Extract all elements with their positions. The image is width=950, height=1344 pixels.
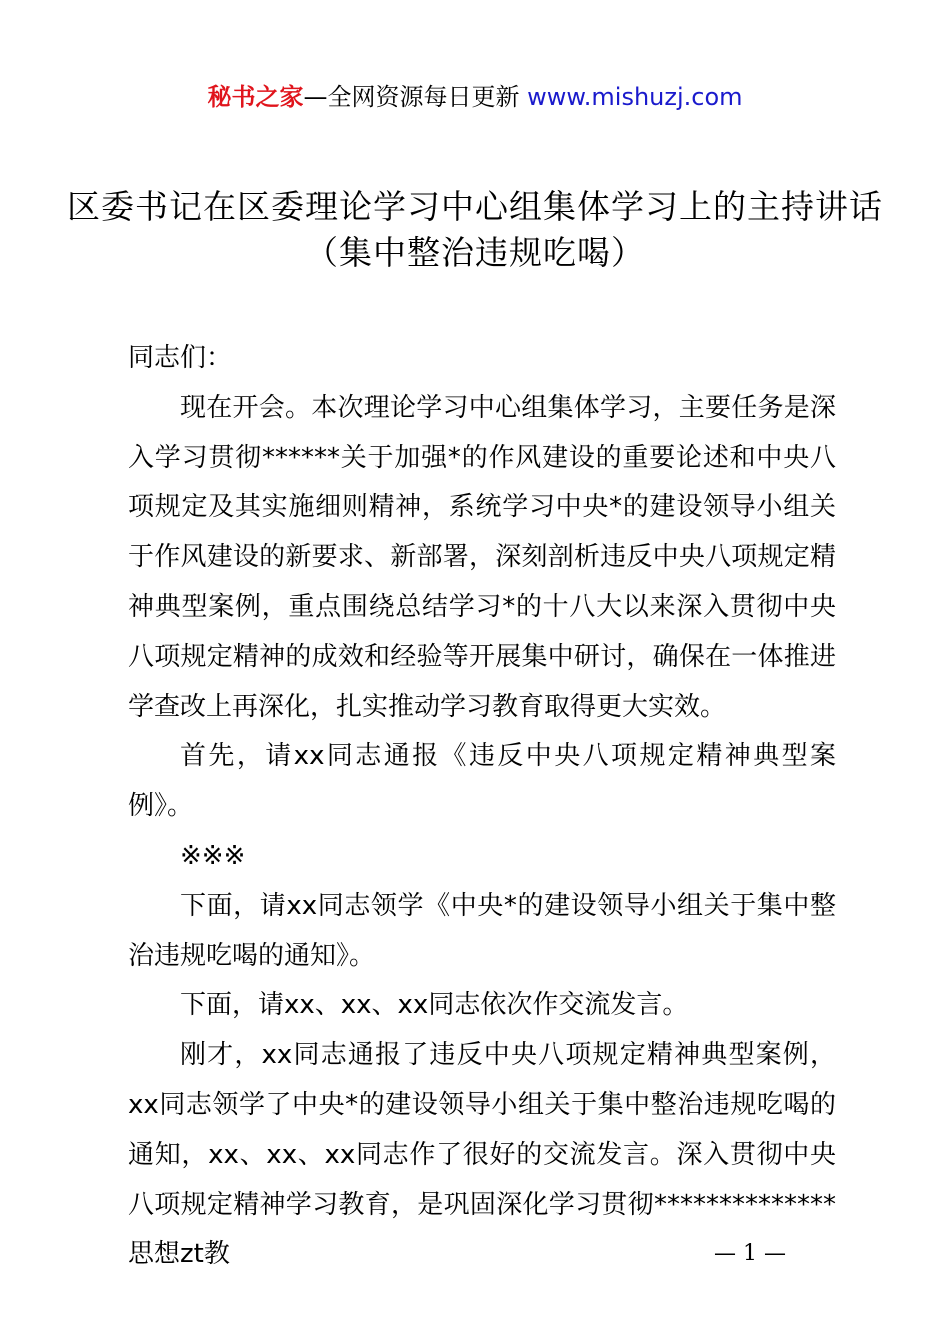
- document-title: 区委书记在区委理论学习中心组集体学习上的主持讲话（集中整治违规吃喝）: [67, 187, 883, 272]
- body-paragraph: 首先，请xx同志通报《违反中央八项规定精神典型案例》。: [128, 741, 836, 822]
- page-number: — 1 —: [714, 1241, 786, 1266]
- site-tagline: —全网资源每日更新: [303, 83, 520, 111]
- body-paragraph: 刚才，xx同志通报了违反中央八项规定精神典型案例，xx同志领学了中央*的建设领导小组关于集中整治违规吃喝的通知，xx、xx、xx同志作了很好的交流发言。深入贯彻中央八项规定精神学习教育，是巩固深化学习贯彻**************思想zt教: [128, 1040, 836, 1270]
- body-paragraph: 下面，请xx同志领学《中央*的建设领导小组关于集中整治违规吃喝的通知》。: [128, 890, 836, 971]
- body-paragraph: 现在开会。本次理论学习中心组集体学习，主要任务是深入学习贯彻******关于加强*的作风建设的重要论述和中央八项规定及其实施细则精神，系统学习中央*的建设领导小组关于作风建设的新要求、新部署，深刻剖析违反中央八项规定精神典型案例，重点围绕总结学习*的十八大以来深入贯彻中央八项规定精神的成效和经验等开展集中研讨，确保在一体推进学查改上再深化，扎实推动学习教育取得更大实效。: [128, 392, 836, 722]
- salutation: 同志们：: [128, 343, 233, 373]
- section-separator: ※※※: [180, 840, 246, 871]
- body-paragraph: 下面，请xx、xx、xx同志依次作交流发言。: [180, 990, 689, 1021]
- site-header: [0, 82, 950, 112]
- document-body: [128, 334, 836, 1280]
- site-brand: 秘书之家: [207, 83, 304, 111]
- site-url-link[interactable]: www.mishuzj.com: [527, 83, 743, 111]
